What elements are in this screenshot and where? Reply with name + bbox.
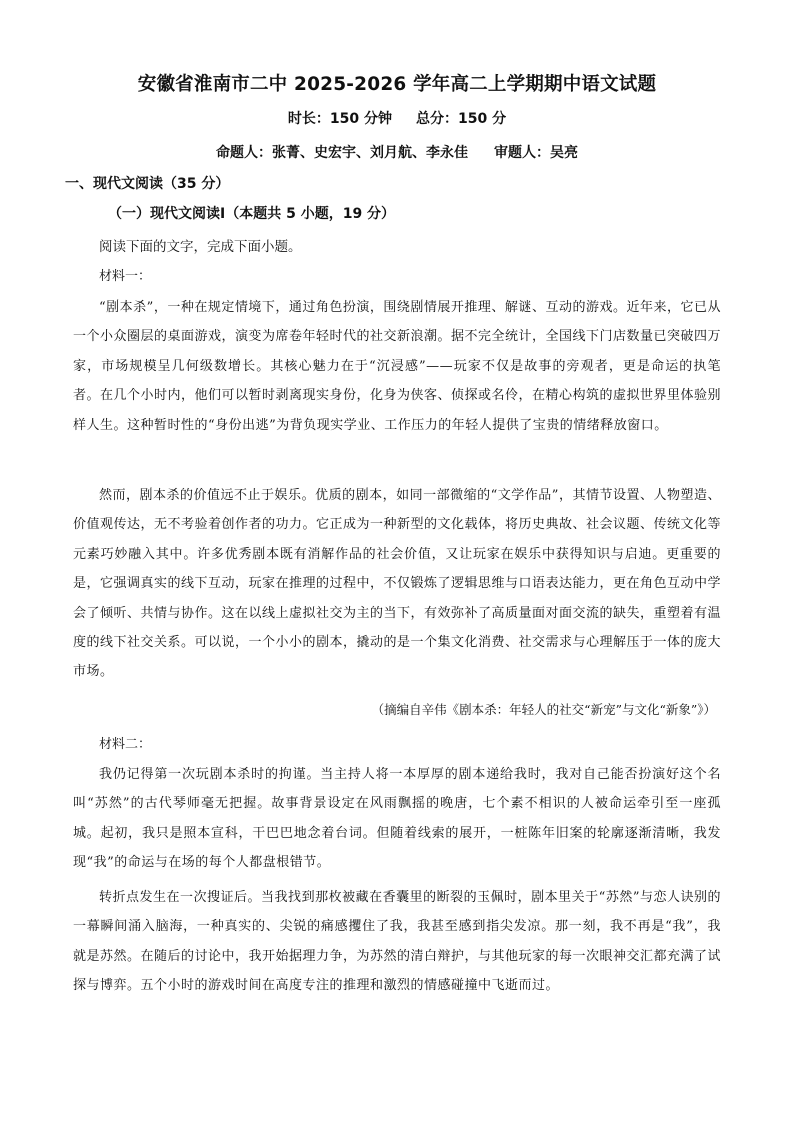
section-heading: 一、现代文阅读（35 分） bbox=[65, 176, 230, 192]
material-two-paragraph: 我仍记得第一次玩剧本杀时的拘谨。当主持人将一本厚厚的剧本递给我时，我对自己能否扮演好这个名叫“苏然”的古代琴师毫无把握。故事背景设定在风雨飘摇的晚唐，七个素不相识的人被命运牵引至一座孤城。起初，我只是照本宣科，干巴巴地念着台词。但随着线索的展开，一桩陈年旧案的轮廓逐渐清晰，我发现“我”的命运与在场的每个人都盘根错节。 bbox=[73, 767, 721, 871]
material-two-paragraph: 转折点发生在一次搜证后。当我找到那枚被藏在香囊里的断裂的玉佩时，剧本里关于“苏然”与恋人诀别的一幕瞬间涌入脑海，一种真实的、尖锐的痛感攫住了我，我甚至感到指尖发凉。那一刻，我不再是“我”，我就是苏然。在随后的讨论中，我开始据理力争，为苏然的清白辩护，与其他玩家的每一次眼神交汇都充满了试探与博弈。五个小时的游戏时间在高度专注的推理和激烈的情感碰撞中飞逝而过。 bbox=[73, 890, 722, 994]
setters-text: 命题人：张菁、史宏宇、刘月航、李永佳 bbox=[216, 145, 468, 161]
material-one-paragraph: “剧本杀”，一种在规定情境下，通过角色扮演，围绕剧情展开推理、解谜、互动的游戏。近年来，它已从一个小众圈层的桌面游戏，演变为席卷年轻时代的社交新浪潮。据不完全统计，全国线下门店数量已突破四万家，市场规模呈几何级数增长。其核心魅力在于“沉浸感”——玩家不仅是故事的旁观者，更是命运的执笔者。在几个小时内，他们可以暂时剥离现实身份，化身为侠客、侦探或名伶，在精心构筑的虚拟世界里体验别样人生。这种暂时性的“身份出逃”为背负现实学业、工作压力的年轻人提供了宝贵的情绪释放窗口。 bbox=[73, 300, 722, 433]
score-text: 总分：150 分 bbox=[416, 111, 507, 127]
reading-instruction: 阅读下面的文字，完成下面小题。 bbox=[99, 239, 302, 255]
duration-text: 时长：150 分钟 bbox=[287, 111, 392, 127]
material-one-source: （摘编自辛伟《剧本杀：年轻人的社交“新宠”与文化“新象”》） bbox=[371, 702, 716, 717]
material-two-label: 材料二： bbox=[99, 737, 152, 752]
subsection-heading: （一）现代文阅读Ⅰ（本题共 5 小题，19 分） bbox=[108, 206, 396, 222]
page-title: 安徽省淮南市二中 2025-2026 学年高二上学期期中语文试题 bbox=[137, 74, 657, 95]
author-info bbox=[0, 142, 794, 162]
material-one-label: 材料一： bbox=[99, 269, 152, 284]
exam-info bbox=[0, 108, 794, 128]
material-one-paragraph: 然而，剧本杀的价值远不止于娱乐。优质的剧本，如同一部微缩的“文学作品”，其情节设置、人物塑造、价值观传达，无不考验着创作者的功力。它正成为一种新型的文化载体，将历史典故、社会议题、传统文化等元素巧妙融入其中。许多优秀剧本既有消解作品的社会价值，又让玩家在娱乐中获得知识与启迪。更重要的是，它强调真实的线下互动，玩家在推理的过程中，不仅锻炼了逻辑思维与口语表达能力，更在角色互动中学会了倾听、共情与协作。这在以线上虚拟社交为主的当下，有效弥补了高质量面对面交流的缺失，重塑着有温度的线下社交关系。可以说，一个小小的剧本，撬动的是一个集文化消费、社交需求与心理解压于一体的庞大市场。 bbox=[73, 488, 722, 680]
reviewer-text: 审题人：吴亮 bbox=[494, 145, 578, 161]
